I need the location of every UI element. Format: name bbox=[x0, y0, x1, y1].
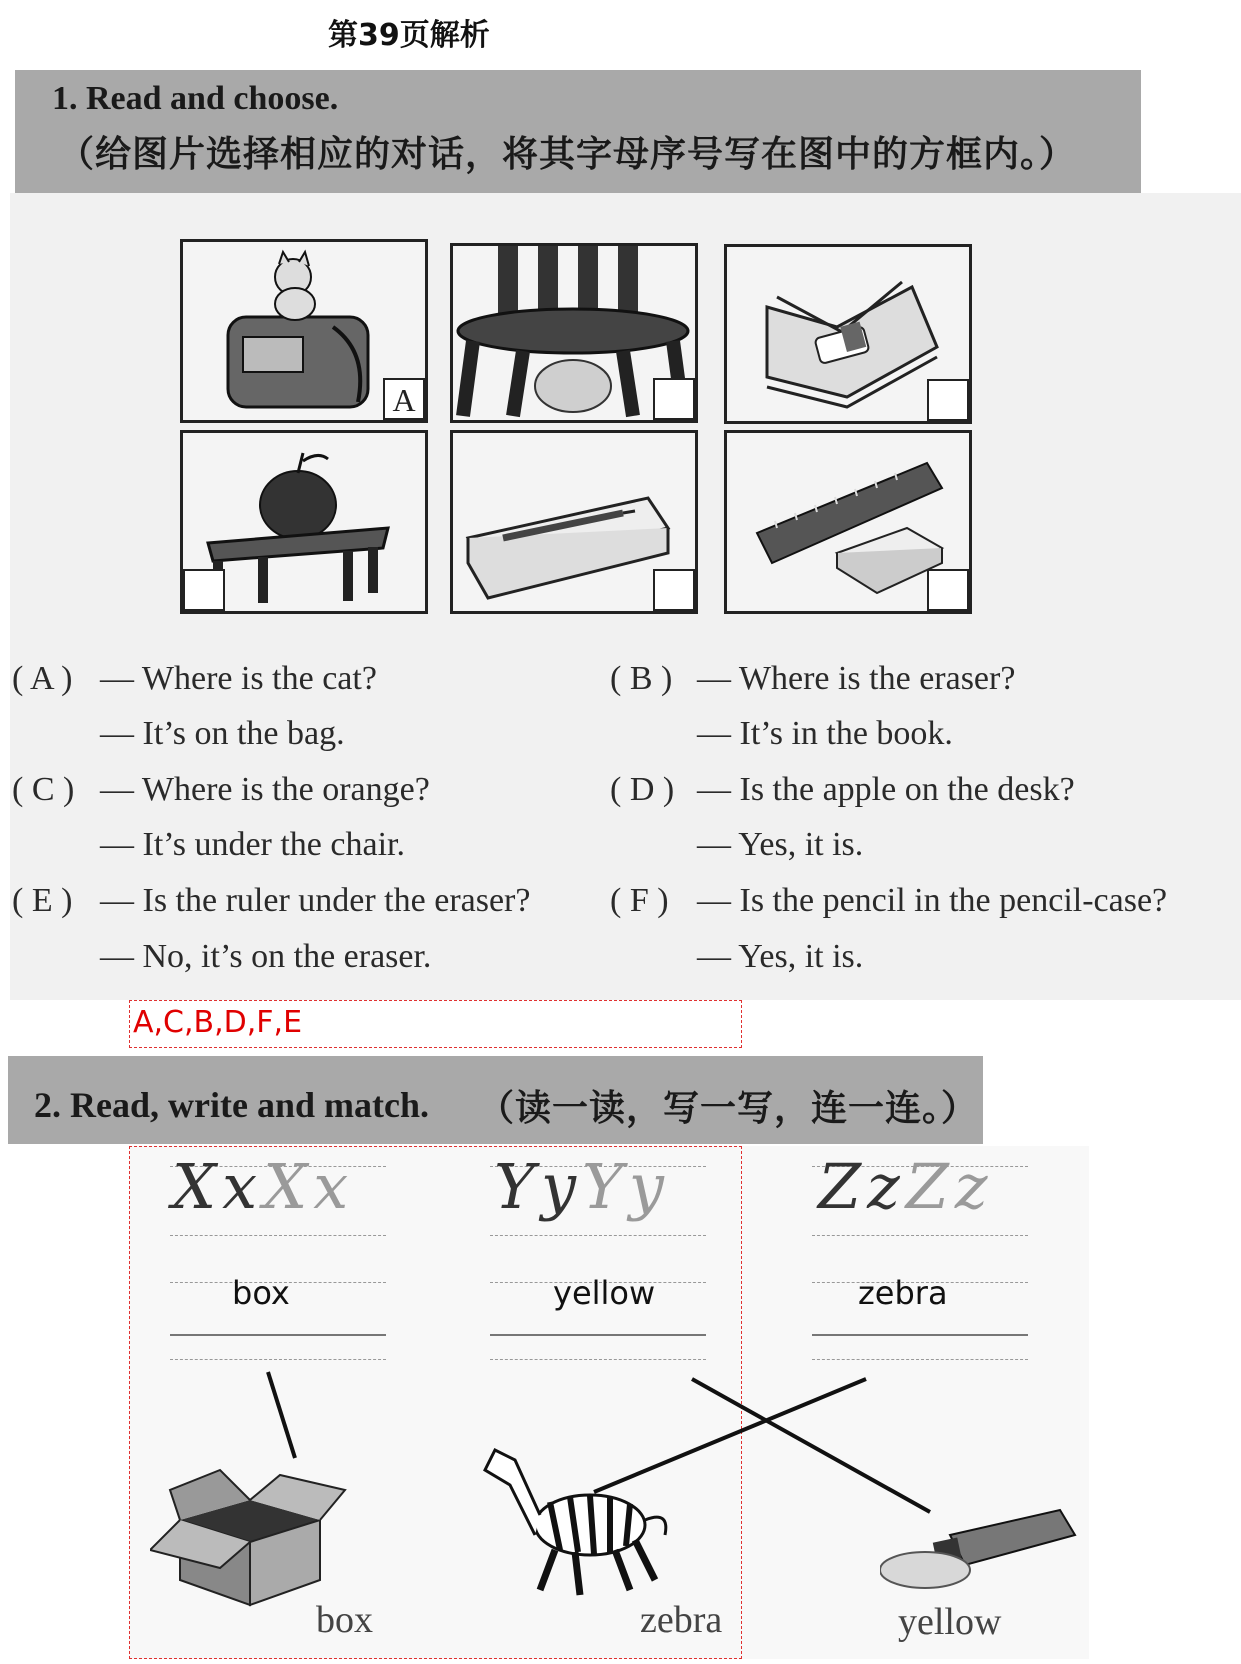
match-line-yellow bbox=[692, 1379, 930, 1512]
dialogue-c-letter: ( C ) bbox=[12, 771, 75, 808]
exercise2-title: 2. Read, write and match. bbox=[34, 1085, 429, 1125]
dialogue-b-letter: ( B ) bbox=[610, 660, 673, 697]
box-icon bbox=[150, 1450, 350, 1610]
dialogue-f-question: — Is the pencil in the pencil-case? bbox=[697, 882, 1168, 919]
dialogue-f-letter: ( F ) bbox=[610, 882, 669, 919]
picture-answer-box[interactable]: A bbox=[383, 378, 425, 420]
dialogue-a-answer: — It’s on the bag. bbox=[100, 715, 345, 752]
paint-tube-icon bbox=[880, 1505, 1080, 1595]
match-line-box bbox=[268, 1372, 295, 1458]
dialogue-b-answer: — It’s in the book. bbox=[697, 715, 953, 752]
letter-pair-y: YyYy bbox=[494, 1150, 670, 1223]
dialogue-d-letter: ( D ) bbox=[610, 771, 675, 808]
dialogue-d-question: — Is the apple on the desk? bbox=[697, 771, 1075, 808]
letter-pair-z: ZzZz bbox=[818, 1150, 994, 1223]
exercise1-instruction: （给图片选择相应的对话，将其字母序号写在图中的方框内。） bbox=[58, 134, 1077, 174]
written-word-yellow: yellow bbox=[553, 1274, 656, 1312]
dialogue-e-answer: — No, it’s on the eraser. bbox=[100, 938, 432, 975]
written-word-box: box bbox=[232, 1274, 290, 1312]
caption-zebra: zebra bbox=[640, 1599, 723, 1641]
dialogue-a-question: — Where is the cat? bbox=[100, 660, 377, 697]
dialogue-f-answer: — Yes, it is. bbox=[697, 938, 864, 975]
dialogue-c-question: — Where is the orange? bbox=[100, 771, 430, 808]
dialogue-d-answer: — Yes, it is. bbox=[697, 826, 864, 863]
caption-yellow: yellow bbox=[898, 1601, 1002, 1643]
answer-text-1: A,C,B,D,F,E bbox=[133, 1005, 303, 1040]
exercise2-instruction: （读一读，写一写，连一连。） bbox=[478, 1088, 979, 1128]
dialogue-e-question: — Is the ruler under the eraser? bbox=[100, 882, 531, 919]
dialogue-e-letter: ( E ) bbox=[12, 882, 73, 919]
page-title: 第39页解析 bbox=[328, 18, 490, 53]
dialogue-b-question: — Where is the eraser? bbox=[697, 660, 1016, 697]
dialogue-a-letter: ( A ) bbox=[12, 660, 73, 697]
written-word-zebra: zebra bbox=[858, 1274, 948, 1312]
dialogue-c-answer: — It’s under the chair. bbox=[100, 826, 405, 863]
exercise1-title: 1. Read and choose. bbox=[52, 80, 339, 117]
caption-box: box bbox=[316, 1599, 373, 1641]
zebra-icon bbox=[480, 1440, 680, 1600]
letter-pair-x: XxXx bbox=[172, 1150, 355, 1223]
